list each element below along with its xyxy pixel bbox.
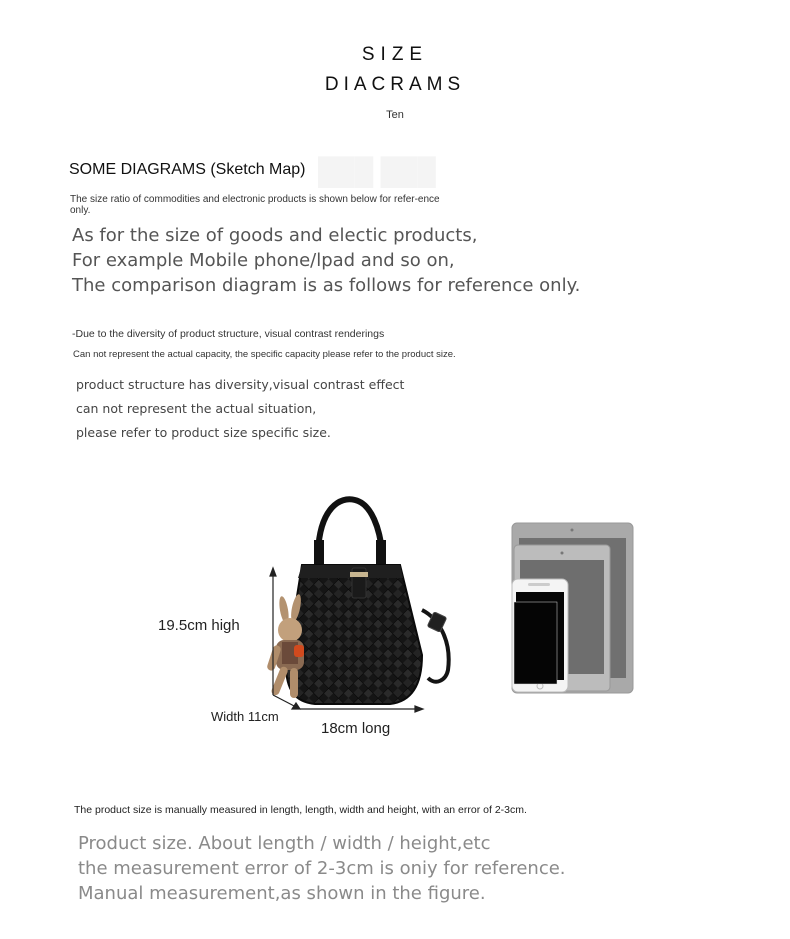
height-label: 19.5cm high — [158, 617, 240, 634]
subtitle: Ten — [386, 109, 404, 121]
bottom-line-2: the measurement error of 2-3cm is oniy for reference. — [78, 858, 566, 879]
diversity-line-1: -Due to the diversity of product structure, visual contrast renderings — [72, 328, 385, 340]
height-arrow — [270, 568, 276, 695]
sketch-heading: SOME DIAGRAMS (Sketch Map) — [69, 161, 306, 178]
size-diagram — [190, 490, 660, 720]
diversity-detail-1: product structure has diversity,visual contrast effect — [76, 377, 405, 392]
ghost-watermark: ███ ███ — [318, 156, 436, 186]
sketch-line-1: As for the size of goods and electic products, — [72, 225, 478, 246]
diversity-detail-3: please refer to product size specific size. — [76, 425, 331, 440]
title-diagrams: DIACRAMS — [324, 74, 466, 95]
title-size: SIZE — [361, 44, 429, 65]
length-arrow — [300, 706, 423, 712]
width-label: Width 11cm — [211, 709, 279, 724]
diversity-detail-2: can not represent the actual situation, — [76, 401, 317, 416]
bottom-line-1: Product size. About length / width / height,etc — [78, 833, 491, 854]
bottom-lines — [78, 831, 698, 906]
bottom-note: The product size is manually measured in length, length, width and height, with an error of 2-3cm. — [74, 804, 527, 816]
length-label: 18cm long — [321, 720, 391, 737]
sketch-line-2: For example Mobile phone/lpad and so on, — [72, 250, 455, 271]
handbag-illustration — [286, 499, 449, 704]
bottom-line-3: Manual measurement,as shown in the figure. — [78, 883, 486, 904]
diversity-line-2: Can not represent the actual capacity, the specific capacity please refer to the product size. — [73, 349, 456, 360]
sketch-lines — [72, 223, 672, 298]
diversity-lines — [76, 373, 576, 445]
sketch-note: The size ratio of commodities and electronic products is shown below for refer-ence only. — [70, 194, 440, 216]
sketch-line-3: The comparison diagram is as follows for reference only. — [72, 275, 581, 296]
phone-illustration — [512, 579, 568, 692]
